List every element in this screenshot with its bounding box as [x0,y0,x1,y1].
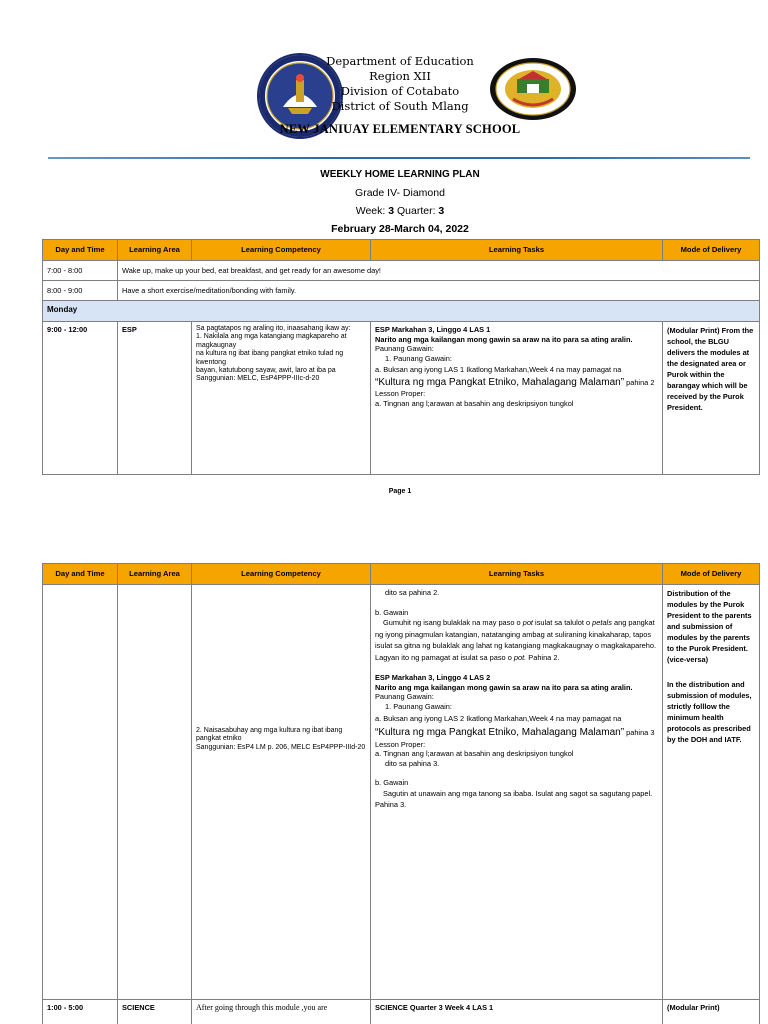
task-gawain: b. Gawain [375,607,409,617]
column-header: Learning Area [118,240,192,261]
task-item-a [375,712,658,740]
time-cell: 8:00 - 9:00 [43,281,118,301]
gawain-text-part: Gumuhit ng isang bulaklak na may paso o [383,618,521,628]
gawain-text-part: pot [522,618,533,628]
task-gawain: b. Gawain [375,778,409,788]
learning-area-cell: ESP [118,322,192,475]
competency-line: na kultura ng ibat ibang pangkat etniko tulad ng kwentong [196,350,344,366]
competency-line: Sanggunian: EsP4 LM p. 206, MELC EsP4PPP-IIId-20 [196,743,366,751]
task-continuation: dito sa pahina 2. [385,588,440,597]
task-gawain-text: Sagutin at unawain ang mga tanong sa ibaba. Isulat ang sagot sa sagutang papel. Pahina 3. [375,788,653,810]
time-cell [43,585,118,1000]
column-header: Learning Tasks [371,564,663,585]
learning-plan-table-continued [42,563,760,1024]
task-lesson: Lesson Proper: [375,739,426,749]
task-item-a-text: a. Buksan ang iyong LAS 2 Ikatlong Markahan,Week 4 na may pamagat na [375,713,622,723]
module-title: “Kultura ng mga Pangkat Etniko, Mahalagang Malaman” [375,377,625,389]
school-seal-icon [489,57,577,121]
page-gap [0,520,768,540]
header-line: Division of Cotabato [340,84,460,98]
competency-line: Sa pagtatapos ng araling ito, inaasahang ikaw ay: [196,325,351,332]
page-number: Page 1 [388,488,412,495]
column-header: Day and Time [43,564,118,585]
quarter-prefix: Quarter: [394,205,439,217]
page-reference: pahina 2 [626,378,655,388]
delivery-text: Distribution of the modules by the Purok President to the parents and submission of modules by the parents to the Purok President. (vice-versa) [667,589,752,664]
column-header: Learning Tasks [371,240,663,261]
time-cell: 7:00 - 8:00 [43,261,118,281]
task-paunang: Paunang Gawain: [375,692,434,702]
column-header: Learning Area [118,564,192,585]
header-lines [300,54,500,114]
competency-line: Sanggunian: MELC, EsP4PPP-IIIc-d-20 [196,375,320,383]
week-number: 3 [388,205,395,217]
table-row [43,281,760,301]
task-lesson-a: a. Tingnan ang l;arawan at basahin ang deskripsiyon tungkol [375,398,574,408]
page-reference: pahina 3 [626,727,655,737]
competency-cell [192,585,371,1000]
learning-area-cell: SCIENCE [118,1000,192,1024]
task-item-a-text: a. Buksan ang iyong LAS 1 Ikatlong Markahan,Week 4 na may pamagat na [375,365,622,375]
table-row [43,261,760,281]
competency-cell: After going through this module ,you are [192,1000,371,1024]
gawain-text-part: pot. [513,652,527,662]
tasks-cell [371,585,663,1000]
gawain-text-part: petals [592,618,612,628]
school-name: NEW JANIUAY ELEMENTARY SCHOOL [279,122,521,136]
header-line: District of South Mlang [331,99,469,113]
task-intro: Narito ang mga kailangan mong gawin sa araw na ito para sa ating aralin. [375,334,633,344]
column-header: Mode of Delivery [663,564,760,585]
task-heading: ESP Markahan 3, Linggo 4 LAS 1 [375,325,491,334]
table-header-row [43,240,760,261]
time-cell: 1:00 - 5:00 [43,1000,118,1024]
table-row [43,322,760,475]
task-paunang-item: 1. Paunang Gawain: [385,353,452,363]
task-intro: Narito ang mga kailangan mong gawin sa araw na ito para sa ating aralin. [375,682,633,692]
column-header: Learning Competency [192,564,371,585]
delivery-cell [663,585,760,1000]
activity-cell: Wake up, make up your bed, eat breakfast, and get ready for an awesome day! [118,261,760,281]
learning-plan-table [42,239,760,475]
table-row [43,585,760,1000]
task-lesson: Lesson Proper: [375,389,426,399]
gawain-text-part: ang pangkat ng iyong pinagmulan katangian, natatanging ambag at suliraning kinakaharap, tapos isulat sa gitna ng bulaklak ang lahat ng katangiang magkakaugnay o magkakapareho. Lagyan ito ng pamagat at isulat sa paso o [375,618,657,662]
table-header-row [43,564,760,585]
learning-area-cell [118,585,192,1000]
competency-line: 1. Nakilala ang mga katangiang magkapareho at magkaugnay [196,333,347,349]
task-heading: ESP Markahan 3, Linggo 4 LAS 2 [375,673,491,683]
competency-line: 2. Naisasabuhay ang mga kultura ng ibat ibang pangkat etniko [196,727,343,743]
tasks-cell: SCIENCE Quarter 3 Week 4 LAS 1 [371,1000,663,1024]
quarter-number: 3 [438,205,445,217]
plan-title: WEEKLY HOME LEARNING PLAN [320,169,480,180]
header-line: Region XII [369,69,431,83]
competency-cell [192,322,371,475]
table-row [43,1000,760,1024]
column-header: Day and Time [43,240,118,261]
task-lesson-a-cont: dito sa pahina 3. [385,758,440,768]
document-page-2 [0,540,768,1024]
tasks-cell [371,322,663,475]
column-header: Mode of Delivery [663,240,760,261]
header-line: Department of Education [326,54,474,68]
task-paunang-item: 1. Paunang Gawain: [385,701,452,711]
delivery-text: In the distribution and submission of modules, strictly folllow the minimum health protocols as prescribed by the DOH and IATF. [667,680,752,744]
gawain-text-part: Pahina 2. [528,652,560,662]
competency-line: bayan, katutubong sayaw, awit, laro at iba pa [196,367,336,375]
delivery-cell: (Modular Print) From the school, the BLGU delivers the modules at the designated area or Purok within the barangay which will be received by the Purok President. [663,322,760,475]
plan-week-quarter [0,205,768,217]
task-gawain-text [375,617,658,663]
activity-cell: Have a short exercise/meditation/bonding with family. [118,281,760,301]
time-cell: 9:00 - 12:00 [43,322,118,475]
day-label: Monday [43,301,760,322]
plan-grade: Grade IV- Diamond [355,187,445,199]
task-paunang: Paunang Gawain: [375,344,434,354]
gawain-text-part: isulat sa talulot o [535,618,591,628]
header-divider [48,157,750,159]
delivery-cell: (Modular Print) [663,1000,760,1024]
day-row [43,301,760,322]
module-title: “Kultura ng mga Pangkat Etniko, Mahalagang Malaman” [375,726,625,738]
week-prefix: Week: [355,205,389,217]
column-header: Learning Competency [192,240,371,261]
task-item-a [375,363,658,389]
task-lesson-a: a. Tingnan ang l;arawan at basahin ang deskripsiyon tungkol [375,749,574,759]
plan-dates: February 28-March 04, 2022 [331,223,469,235]
